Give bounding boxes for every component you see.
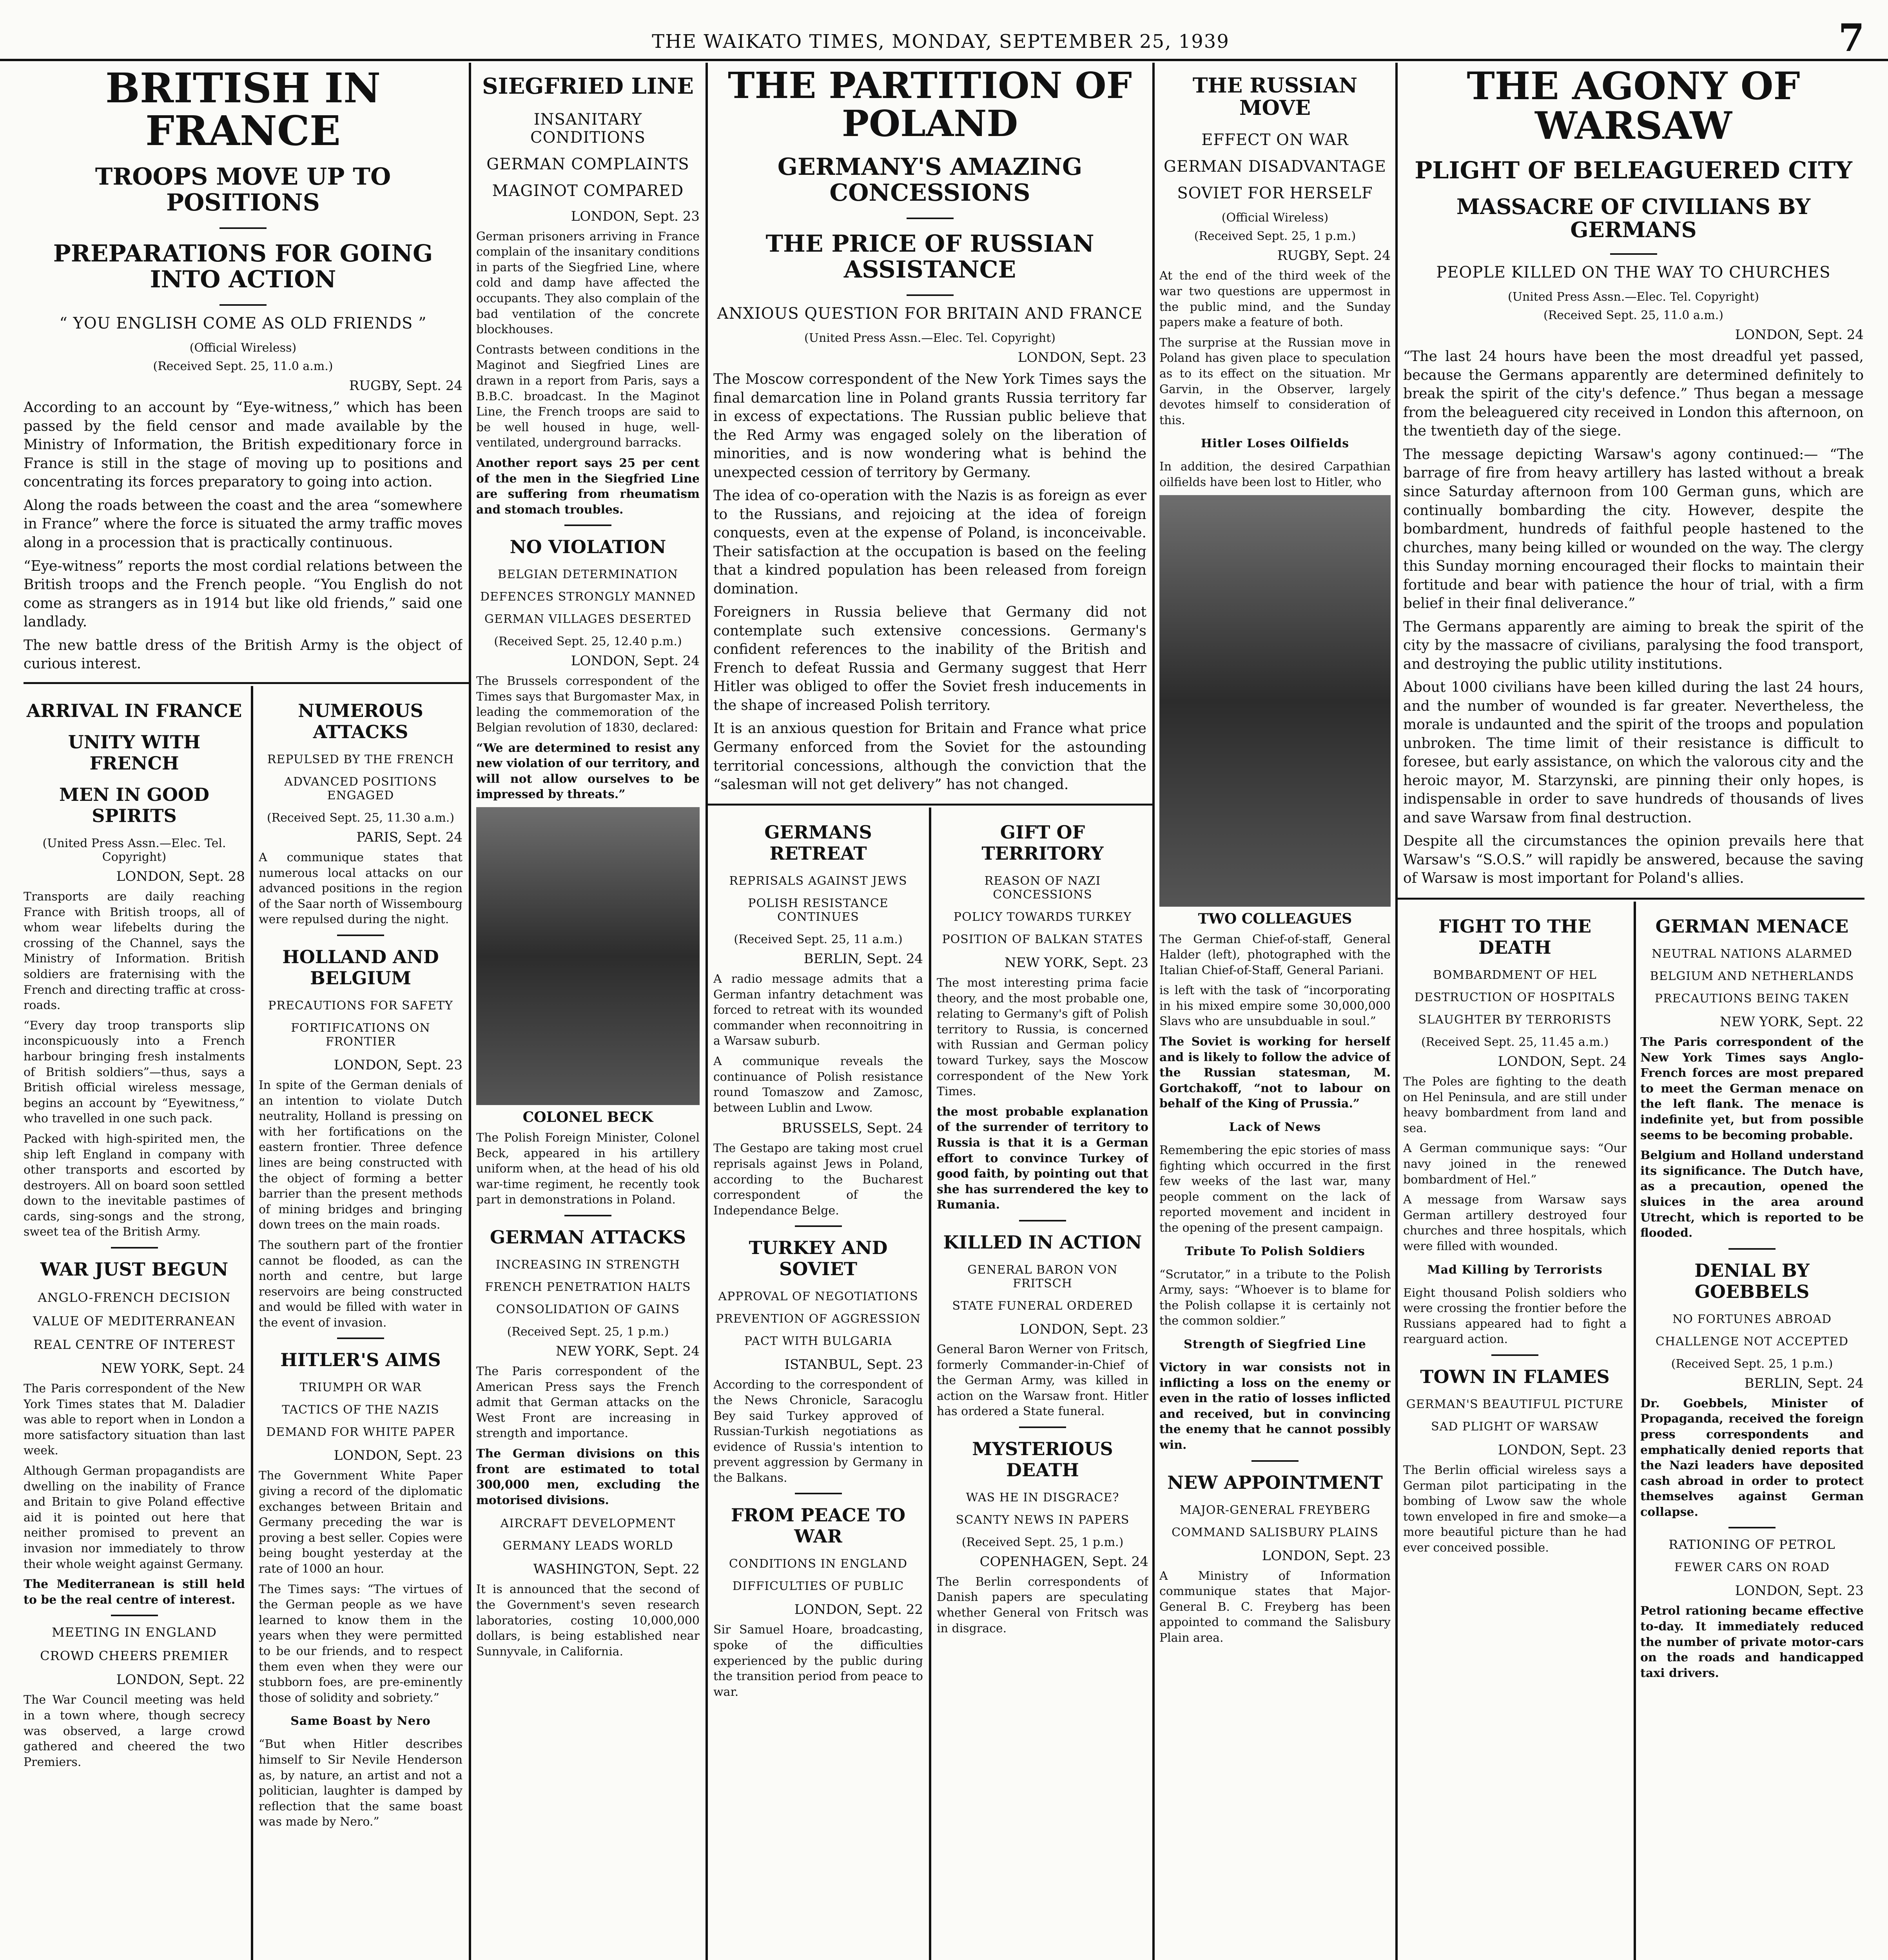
article-paragraph: “The last 24 hours have been the most dreadful yet passed, because the Germans apparently are determined definitely to break the spirit of the city's defence.” Thus began a message from the beleaguered city received in London this afternoon, on the twentieth day of the siege.	[1403, 348, 1864, 439]
deck: MAGINOT COMPARED	[492, 181, 684, 200]
article-paragraph: is left with the task of “incorporating in his mixed empire some 30,000,000 Slavs who are unsubduable in soul.”	[1159, 984, 1391, 1029]
deck: GERMAN VILLAGES DESERTED	[484, 612, 692, 626]
subhead: Lack of News	[1229, 1120, 1321, 1134]
article-paragraph: In addition, the desired Carpathian oilfields have been lost to Hitler, who	[1159, 460, 1391, 489]
headline-arrival-in-france: ARRIVAL IN FRANCE	[26, 700, 242, 721]
dateline: NEW YORK, Sept. 22	[1720, 1014, 1864, 1030]
article-paragraph: Remembering the epic stories of mass fighting which occurred in the first few weeks of the last war, many people comment on the lack of reported movement and incident in the opening of the present campaign.	[1159, 1143, 1391, 1235]
subhead: Tribute To Polish Soldiers	[1185, 1244, 1365, 1258]
dateline: WASHINGTON, Sept. 22	[533, 1561, 700, 1577]
column-rule	[251, 686, 253, 1960]
article-paragraph: The Mediterranean is still held to be the real centre of interest.	[24, 1577, 245, 1607]
article-paragraph: “Eye-witness” reports the most cordial relations between the British troops and the French people. “You English do not come as strangers as in 1914 but like old friends,” said one landlady.	[24, 558, 462, 630]
dateline: LONDON, Sept. 22	[116, 1672, 245, 1688]
article-paragraph: The War Council meeting was held in a town where, though secrecy was observed, a large crowd gathered and cheered the two Premiers.	[24, 1693, 245, 1769]
column-russian-move	[1159, 63, 1391, 1960]
dateline: LONDON, Sept. 24	[1735, 327, 1864, 343]
article-paragraph: Transports are daily reaching France with British troops, all of whom wear lifebelts during the crossing of the Channel, says the Ministry of Information. British soldiers are fraternising with the French and directing traffic at cross-roads.	[24, 890, 245, 1013]
deck: COMMAND SALISBURY PLAINS	[1172, 1525, 1378, 1539]
deck: GERMAN DISADVANTAGE	[1164, 158, 1386, 176]
wire-credit: (United Press Assn.—Elec. Tel. Copyright)	[1508, 290, 1759, 304]
article-paragraph: The Paris correspondent of the New York Times says Anglo-French forces are most prepared to meet the German menace on the left flank. The menace is indefinite yet, but from possible seems to be becoming probable.	[1640, 1035, 1864, 1142]
article-paragraph: General Baron Werner von Fritsch, formerly Commander-in-Chief of the German Army, was killed in action on the Warsaw front. Hitler has ordered a State funeral.	[937, 1342, 1148, 1419]
headline-hitlers-aims: HITLER'S AIMS	[280, 1349, 441, 1371]
deck: FORTIFICATIONS ON FRONTIER	[291, 1021, 430, 1049]
headline-denial-by-goebbels: DENIAL BY GOEBBELS	[1694, 1259, 1810, 1302]
dateline: LONDON, Sept. 23	[1019, 1321, 1148, 1337]
subhead: Hitler Loses Oilfields	[1201, 437, 1349, 451]
headline-siegfried-line: SIEGFRIED LINE	[482, 73, 694, 99]
dateline: LONDON, Sept. 23	[1735, 1583, 1864, 1599]
separator	[564, 1215, 611, 1216]
deck: NO FORTUNES ABROAD	[1672, 1312, 1832, 1326]
deck: EFFECT ON WAR	[1201, 131, 1349, 149]
photo-two-colleagues	[1159, 495, 1391, 907]
article-paragraph: The most interesting prima facie theory, and the most probable one, relating to Germany's gift of Polish territory to Russia, is concerned with Russian and German policy toward Turkey, says the Moscow correspondent of the New York Times.	[937, 976, 1148, 1099]
deck: PRECAUTIONS BEING TAKEN	[1654, 992, 1850, 1005]
article-paragraph: Belgium and Holland understand its significance. The Dutch have, as a precaution, opened the sluices in the area around Utrecht, which is reported to be flooded.	[1640, 1149, 1864, 1240]
headline-russian-move: THE RUSSIAN MOVE	[1192, 74, 1358, 120]
column-rule	[1634, 902, 1636, 1960]
article-paragraph: A radio message admits that a German infantry detachment was forced to retreat with its wounded commander when reconnoitring in a Warsaw suburb.	[713, 972, 923, 1048]
dateline: LONDON, Sept. 23	[571, 208, 700, 224]
deck: CROWD CHEERS PREMIER	[40, 1648, 229, 1664]
deck: FEWER CARS ON ROAD	[1674, 1561, 1830, 1575]
article-paragraph: According to the correspondent of the News Chronicle, Saracoglu Bey said Turkey approved of Russian-Turkish negotiations as evidence of Russia's intention to prevent aggression by Germany in the Balkans.	[713, 1378, 923, 1485]
deck: SLAUGHTER BY TERRORISTS	[1418, 1013, 1612, 1027]
deck: GERMAN'S BEAUTIFUL PICTURE	[1406, 1397, 1624, 1411]
deck: REASON OF NAZI CONCESSIONS	[984, 874, 1101, 902]
dateline: NEW YORK, Sept. 24	[556, 1343, 700, 1359]
deck: PLIGHT OF BELEAGUERED CITY	[1415, 156, 1852, 184]
separator	[337, 1338, 384, 1339]
separator	[1610, 253, 1657, 255]
dateline: PARIS, Sept. 24	[356, 829, 462, 845]
deck: NEUTRAL NATIONS ALARMED	[1652, 947, 1852, 961]
column-agony-of-warsaw	[1403, 63, 1864, 894]
headline-town-in-flames: TOWN IN FLAMES	[1420, 1366, 1610, 1387]
dateline: COPENHAGEN, Sept. 24	[979, 1553, 1148, 1570]
dateline: LONDON, Sept. 23	[334, 1057, 462, 1073]
separator	[907, 218, 954, 219]
deck: ADVANCED POSITIONS ENGAGED	[284, 775, 437, 802]
deck: CHALLENGE NOT ACCEPTED	[1655, 1334, 1849, 1348]
subhead: Strength of Siegfried Line	[1184, 1337, 1366, 1351]
headline-turkey-and-soviet: TURKEY AND SOVIET	[749, 1237, 888, 1280]
deck: PRECAUTIONS FOR SAFETY	[268, 998, 453, 1013]
separator	[564, 524, 611, 526]
received-time: (Received Sept. 25, 11.45 a.m.)	[1421, 1035, 1609, 1049]
headline-new-appointment: NEW APPOINTMENT	[1167, 1472, 1383, 1493]
deck: INSANITARY CONDITIONS	[530, 110, 646, 147]
separator	[111, 1615, 158, 1616]
subhead: Mad Killing by Terrorists	[1427, 1263, 1603, 1277]
column-siegfried-line	[476, 63, 700, 1960]
article-paragraph: Victory in war consists not in inflicting a loss on the enemy or even in the ratio of losses inflicted and received, but in convincing the enemy that he cannot possibly win.	[1159, 1360, 1391, 1452]
headline-holland-and-belgium: HOLLAND AND BELGIUM	[282, 946, 439, 989]
headline-from-peace-to-war: FROM PEACE TO WAR	[731, 1504, 906, 1547]
article-paragraph: Although German propagandists are dwelling on the inability of France and Britain to give Poland effective aid it is pointed out here that neither promised to prevent an invasion nor immediately to throw their whole weight against Germany.	[24, 1464, 245, 1571]
column-rule	[929, 808, 931, 1960]
deck: DIFFICULTIES OF PUBLIC	[732, 1579, 904, 1593]
headline-germans-retreat: GERMANS RETREAT	[764, 822, 872, 864]
column-rule	[469, 63, 471, 1960]
article-paragraph: The Moscow correspondent of the New York Times says the final demarcation line in Poland grants Russia territory far in excess of expectations. The Russian public believe that the Red Army was engaged solely on the liberation of minorities, and is now wondering what is behind the unexpected cession of territory by Germany.	[713, 371, 1146, 481]
deck: GENERAL BARON VON FRITSCH	[967, 1263, 1118, 1290]
received-time: (Received Sept. 25, 1 p.m.)	[1194, 229, 1356, 243]
deck: GERMANY'S AMAZING CONCESSIONS	[777, 153, 1083, 207]
deck: REAL CENTRE OF INTEREST	[33, 1337, 235, 1352]
dateline: NEW YORK, Sept. 24	[101, 1361, 245, 1377]
deck: DESTRUCTION OF HOSPITALS	[1414, 991, 1616, 1004]
dateline: LONDON, Sept. 23	[1498, 1442, 1627, 1458]
headline-meeting-in-england: MEETING IN ENGLAND	[52, 1625, 217, 1640]
article-paragraph: Packed with high-spirited men, the ship left England in company with other transports and escorted by destroyers. All on board soon settled down to the inevitable pastimes of cards, sing-songs and the strong, sweet tea of the British Army.	[24, 1132, 245, 1239]
column-numerous-attacks	[259, 690, 462, 1960]
photo-colonel-beck	[476, 807, 700, 1105]
column-germans-retreat	[713, 811, 923, 1960]
deck: GERMANY LEADS WORLD	[502, 1539, 673, 1553]
article-paragraph: The new battle dress of the British Army is the object of curious interest.	[24, 637, 462, 672]
headline-british-in-france: BRITISH IN FRANCE	[105, 64, 381, 155]
deck: POLISH RESISTANCE CONTINUES	[748, 897, 889, 924]
deck: ANXIOUS QUESTION FOR BRITAIN AND FRANCE	[717, 305, 1143, 323]
headline-rationing-of-petrol: RATIONING OF PETROL	[1669, 1537, 1835, 1552]
masthead-line: THE WAIKATO TIMES, MONDAY, SEPTEMBER 25, 1939	[652, 31, 1230, 53]
article-paragraph: The Soviet is working for herself and is likely to follow the advice of the Russian statesman, M. Gortchakoff, “not to labour on behalf of the King of Prussia.”	[1159, 1035, 1391, 1111]
photo-caption: TWO COLLEAGUES	[1198, 910, 1352, 927]
separator	[337, 935, 384, 936]
article-paragraph: “But when Hitler describes himself to Sir Nevile Henderson as, by nature, an artist and not a politician, laughter is damped by reflection that the same boast was made by Nero.”	[259, 1737, 462, 1829]
article-paragraph: A communique reveals the continuance of Polish resistance round Tomaszow and Zamosc, between Lublin and Lwow.	[713, 1054, 923, 1115]
article-paragraph: The southern part of the frontier cannot be flooded, as can the north and centre, but large reservoirs are being constructed and would be filled with water in the event of invasion.	[259, 1238, 462, 1330]
headline-partition-of-poland: THE PARTITION OF POLAND	[728, 64, 1132, 145]
deck: MAJOR-GENERAL FREYBERG	[1179, 1503, 1371, 1517]
article-paragraph: Petrol rationing became effective to-day. It immediately reduced the number of private motor-cars on the roads and handicapped taxi drivers.	[1640, 1604, 1864, 1680]
headline-gift-of-territory: GIFT OF TERRITORY	[981, 822, 1104, 864]
photo-caption: COLONEL BECK	[522, 1109, 653, 1126]
deck: INCREASING IN STRENGTH	[495, 1258, 680, 1272]
article-paragraph: The Berlin correspondents of Danish papers are speculating whether General von Fritsch was in disgrace.	[937, 1575, 1148, 1635]
headline-aircraft-development: AIRCRAFT DEVELOPMENT	[500, 1517, 676, 1531]
deck: MASSACRE OF CIVILIANS BY GERMANS	[1456, 194, 1811, 242]
dateline: ISTANBUL, Sept. 23	[784, 1357, 923, 1373]
deck: POLICY TOWARDS TURKEY	[953, 910, 1132, 924]
deck: SOVIET FOR HERSELF	[1177, 184, 1373, 203]
headline-numerous-attacks: NUMEROUS ATTACKS	[298, 700, 423, 742]
deck: TRIUMPH OR WAR	[299, 1381, 422, 1395]
article-paragraph: A communique states that numerous local attacks on our advanced positions in the region of the Saar north of Wissembourg were repulsed during the night.	[259, 851, 462, 927]
received-time: (Received Sept. 25, 1 p.m.)	[1671, 1357, 1833, 1371]
article-paragraph: The idea of co-operation with the Nazis is as foreign as ever to the Russians, and rejoicing at the idea of foreign conquests, even at the expense of Poland, is inconceivable. Their satisfaction at the occupation is based on the feeling that a kindred population has been released from foreign domination.	[713, 488, 1146, 597]
deck: DEMAND FOR WHITE PAPER	[266, 1425, 455, 1439]
article-paragraph: It is announced that the second of the Government's seven research laboratories, costing 10,000,000 dollars, is being established near Sunnyvale, in California.	[476, 1583, 700, 1659]
deck: PREVENTION OF AGGRESSION	[715, 1312, 921, 1326]
dateline: NEW YORK, Sept. 23	[1005, 955, 1148, 971]
received-time: (Received Sept. 25, 1 p.m.)	[961, 1535, 1124, 1549]
deck-quote: “ YOU ENGLISH COME AS OLD FRIENDS ”	[59, 314, 427, 333]
deck: FRENCH PENETRATION HALTS	[485, 1280, 691, 1294]
photo-image	[1159, 495, 1391, 907]
dateline: LONDON, Sept. 22	[794, 1602, 923, 1618]
dateline: BERLIN, Sept. 24	[1744, 1375, 1864, 1391]
column-german-menace	[1640, 906, 1864, 1960]
headline-agony-of-warsaw: THE AGONY OF WARSAW	[1467, 64, 1800, 148]
wire-credit: (United Press Assn.—Elec. Tel. Copyright)	[42, 837, 226, 864]
received-time: (Received Sept. 25, 11.0 a.m.)	[153, 359, 333, 374]
dateline: LONDON, Sept. 24	[571, 653, 700, 669]
separator	[907, 294, 954, 296]
deck: GERMAN COMPLAINTS	[486, 155, 689, 173]
headline-no-violation: NO VIOLATION	[510, 536, 666, 558]
received-time: (Received Sept. 25, 12.40 p.m.)	[494, 635, 682, 649]
separator	[219, 304, 267, 306]
deck: VALUE OF MEDITERRANEAN	[33, 1314, 236, 1329]
article-paragraph: German prisoners arriving in France complain of the insanitary conditions in parts of the Siegfried Line, where cold and damp have affected the occupants. They also complain of the bad ventilation of the concrete blockhouses.	[476, 229, 700, 337]
article-paragraph: The Paris correspondent of the American Press says the French admit that German attacks on the West Front are increasing in strength and importance.	[476, 1365, 700, 1441]
article-paragraph: The Germans apparently are aiming to break the spirit of the city by the massacre of civilians, paralysing the food transport, and destroying the public utility institutions.	[1403, 619, 1864, 672]
article-paragraph: Contrasts between conditions in the Maginot and Siegfried Lines are drawn in a report from Paris, says a B.B.C. broadcast. In the Maginot Line, the French troops are said to be well housed in huge, well-ventilated, underground barracks.	[476, 343, 700, 450]
article-paragraph: A German communique says: “Our navy joined in the renewed bombardment of Hel.”	[1403, 1142, 1627, 1187]
column-rule	[706, 63, 708, 1960]
separator	[1019, 1220, 1066, 1221]
article-paragraph: “Every day troop transports slip inconspicuously into a French harbour bringing fresh instalments of British soldiers”—thus, says a British official wireless message, begins an account by “Eyewitness,” who travelled in one such pack.	[24, 1018, 245, 1126]
dateline: LONDON, Sept. 23	[1017, 350, 1146, 366]
article-paragraph: A Ministry of Information communique states that Major-General B. C. Freyberg has been appointed to command the Salisbury Plain area.	[1159, 1569, 1391, 1645]
article-paragraph: At the end of the third week of the war two questions are uppermost in the public mind, and the Sunday papers make a feature of both.	[1159, 269, 1391, 330]
wire-credit: (United Press Assn.—Elec. Tel. Copyright)	[804, 331, 1056, 345]
deck: BOMBARDMENT OF HEL	[1433, 968, 1597, 982]
deck: REPULSED BY THE FRENCH	[267, 753, 454, 766]
article-paragraph: About 1000 civilians have been killed during the last 24 hours, and the number of wounded is far greater. Nevertheless, the morale is undaunted and the spirit of the troops and population unbroken. The time limit of their resistance is difficult to foresee, but early assistance, on which the valorous city and the heroic mayor, M. Starzynski, are pinning their only hopes, is indispensable in order to save hundreds of thousands of lives and save Warsaw from final destruction.	[1403, 679, 1864, 826]
photo-image	[476, 807, 700, 1105]
article-paragraph: Dr. Goebbels, Minister of Propaganda, received the foreign press correspondents and emphatically denied reports that the Nazi leaders have deposited cash abroad in order to protect themselves against German collapse.	[1640, 1396, 1864, 1519]
separator	[111, 1247, 158, 1249]
article-paragraph: It is an anxious question for Britain and France what price Germany enforced from the Soviet for the astounding territorial concessions, although the conviction that the “salesman will not get delivery” has not changed.	[713, 720, 1146, 793]
article-paragraph: The Berlin official wireless says a German pilot participating in the bombing of Lwow saw the whole town enveloped in fire and smoke—a more beautiful picture than he had ever conceived possible.	[1403, 1463, 1627, 1555]
deck: SCANTY NEWS IN PAPERS	[956, 1513, 1130, 1527]
deck: TACTICS OF THE NAZIS	[282, 1403, 439, 1417]
deck: PEOPLE KILLED ON THE WAY TO CHURCHES	[1436, 263, 1831, 282]
dateline: RUGBY, Sept. 24	[349, 378, 462, 394]
section-rule	[24, 682, 469, 684]
dateline: LONDON, Sept. 28	[116, 869, 245, 884]
article-paragraph: A message from Warsaw says German artillery destroyed four churches and three hospitals, which were filled with wounded.	[1403, 1193, 1627, 1253]
section-rule	[1398, 898, 1864, 900]
article-paragraph: The Paris correspondent of the New York Times states that M. Daladier was able to report when in London a more satisfactory situation than last week.	[24, 1382, 245, 1458]
deck: REPRISALS AGAINST JEWS	[729, 874, 907, 888]
column-rule	[1395, 63, 1398, 1960]
deck: WAS HE IN DISGRACE?	[966, 1490, 1119, 1504]
dateline: RUGBY, Sept. 24	[1277, 248, 1391, 264]
received-time: (Received Sept. 25, 11 a.m.)	[734, 933, 903, 946]
separator	[1728, 1527, 1776, 1528]
deck: BELGIUM AND NETHERLANDS	[1650, 969, 1854, 983]
article-paragraph: The message depicting Warsaw's agony continued:— “The barrage of fire from heavy artillery has lasted without a break since Saturday afternoon from 100 German guns, which are continually bombarding the city. However, despite the bombardment, hundreds of faithful people hastened to the churches, many being killed or wounded on the way. The clergy this Sunday morning encouraged their flocks to maintain their fortitude and bear with patience the hour of trial, with a firm belief in their final deliverance.”	[1403, 446, 1864, 612]
separator	[795, 1225, 842, 1227]
article-paragraph: “We are determined to resist any new violation of our territory, and will not allow ourselves to be impressed by threats.”	[476, 741, 700, 802]
deck-men-in-good-spirits: MEN IN GOOD SPIRITS	[59, 784, 209, 826]
dateline: LONDON, Sept. 24	[1498, 1054, 1627, 1069]
masthead	[0, 0, 1888, 61]
headline-killed-in-action: KILLED IN ACTION	[943, 1231, 1142, 1253]
headline-war-just-begun: WAR JUST BEGUN	[40, 1259, 229, 1280]
deck: APPROVAL OF NEGOTIATIONS	[718, 1290, 918, 1304]
article-paragraph: “Scrutator,” in a tribute to the Polish Army, says: “Whoever is to blame for the Polish collapse it is certainly not the common soldier.”	[1159, 1267, 1391, 1328]
deck-preparations: PREPARATIONS FOR GOING INTO ACTION	[53, 240, 433, 294]
headline-german-menace: GERMAN MENACE	[1655, 916, 1849, 937]
deck: CONSOLIDATION OF GAINS	[496, 1303, 680, 1316]
dateline: BERLIN, Sept. 24	[803, 951, 923, 967]
headline-mysterious-death: MYSTERIOUS DEATH	[972, 1438, 1113, 1481]
separator	[219, 227, 267, 229]
section-rule	[708, 804, 1152, 806]
article-paragraph: In spite of the German denials of an intention to violate Dutch neutrality, Holland is pressing on with her fortifications on the eastern frontier. Three defence lines are being constructed with the object of forming a better barrier than the present methods of mining bridges and bringing down trees on the main roads.	[259, 1078, 462, 1232]
received-time: (Received Sept. 25, 11.0 a.m.)	[1543, 309, 1723, 323]
article-paragraph: Eight thousand Polish soldiers who were crossing the frontier before the Russians appeared had to fight a rearguard action.	[1403, 1286, 1627, 1347]
article-paragraph: Foreigners in Russia believe that Germany did not contemplate such extensive concessions. Germany's confident references to the inability of the British and French to defeat Russia and Germany suggest that Herr Hitler was obliged to offer the Soviet fresh inducements in the shape of increased Polish territory.	[713, 604, 1146, 713]
article-paragraph: The Gestapo are taking most cruel reprisals against Jews in Poland, according to the Bucharest correspondent of the Independance Belge.	[713, 1142, 923, 1218]
deck: THE PRICE OF RUSSIAN ASSISTANCE	[765, 230, 1094, 284]
article-paragraph: The surprise at the Russian move in Poland has given place to speculation as to its effect on the situation. Mr Garvin, in the Observer, largely devotes himself to consideration of this.	[1159, 336, 1391, 427]
article-paragraph: Another report says 25 per cent of the men in the Siegfried Line are suffering from rheumatism and stomach troubles.	[476, 456, 700, 517]
article-paragraph: The Poles are fighting to the death on Hel Peninsula, and are still under heavy bombardment from land and sea.	[1403, 1075, 1627, 1135]
received-time: (Received Sept. 25, 1 p.m.)	[507, 1325, 669, 1339]
article-paragraph: The Polish Foreign Minister, Colonel Beck, appeared in his artillery uniform when, at the head of his old war-time regiment, he recently took part in demonstrations in Poland.	[476, 1131, 700, 1207]
article-paragraph: the most probable explanation of the surrender of territory to Russia is that it is a German effort to convince Turkey of good faith, by pointing out that she has surrendered the key to Rumania.	[937, 1105, 1148, 1212]
article-paragraph: The Government White Paper giving a record of the diplomatic exchanges between Britain and Germany preceding the war is proving a best seller. Copies were being bought yesterday at the rate of 1000 an hour.	[259, 1469, 462, 1576]
column-partition-of-poland	[713, 63, 1146, 800]
received-time: (Received Sept. 25, 11.30 a.m.)	[267, 811, 455, 825]
column-fight-to-the-death	[1403, 906, 1627, 1960]
deck: PACT WITH BULGARIA	[744, 1334, 892, 1348]
deck: DEFENCES STRONGLY MANNED	[480, 590, 696, 604]
article-paragraph: Along the roads between the coast and the area “somewhere in France” where the force is situated the army traffic moves along in a procession that is practically continuous.	[24, 497, 462, 551]
separator	[1728, 1248, 1776, 1250]
deck: SAD PLIGHT OF WARSAW	[1431, 1419, 1599, 1434]
column-arrival-in-france	[24, 690, 245, 1960]
subhead: Same Boast by Nero	[290, 1714, 431, 1728]
headline-german-attacks: GERMAN ATTACKS	[490, 1227, 686, 1248]
separator	[795, 1493, 842, 1494]
deck-troops-move: TROOPS MOVE UP TO POSITIONS	[95, 163, 391, 217]
wire-credit: (Official Wireless)	[189, 341, 297, 355]
dateline: LONDON, Sept. 23	[1262, 1548, 1391, 1564]
deck: POSITION OF BALKAN STATES	[942, 933, 1143, 946]
dateline: LONDON, Sept. 23	[334, 1448, 462, 1464]
separator	[1491, 1354, 1538, 1356]
article-paragraph: Sir Samuel Hoare, broadcasting, spoke of the difficulties experienced by the public during the transition period from peace to war.	[713, 1623, 923, 1699]
article-paragraph: The Times says: “The virtues of the German people as we have learned to know them in the years when they were permitted to be our friends, and to respect them even when they were our stubborn foes, are pre-eminently those of solidity and sobriety.”	[259, 1582, 462, 1705]
article-paragraph: The Brussels correspondent of the Times says that Burgomaster Max, in leading the commemoration of the Belgian revolution of 1830, declared:	[476, 674, 700, 735]
deck: STATE FUNERAL ORDERED	[952, 1299, 1133, 1313]
deck: ANGLO-FRENCH DECISION	[38, 1290, 231, 1305]
separator	[1019, 1426, 1066, 1428]
column-rule	[1152, 63, 1155, 1960]
headline-fight-to-the-death: FIGHT TO THE DEATH	[1438, 916, 1592, 958]
deck: BELGIAN DETERMINATION	[497, 568, 678, 582]
article-paragraph: Despite all the circumstances the opinion prevails here that Warsaw's “S.O.S.” will rapidly be answered, because the saving of Warsaw is most important for Poland's allies.	[1403, 833, 1864, 887]
deck-unity-with-french: UNITY WITH FRENCH	[68, 731, 201, 774]
article-paragraph: According to an account by “Eye-witness,” which has been passed by the field censor and made available by the Ministry of Information, the British expeditionary force in France is still in the stage of moving up to positions and concentrating its forces preparatory to going into action.	[24, 399, 462, 490]
wire-credit: (Official Wireless)	[1221, 211, 1329, 225]
article-paragraph: The German divisions on this front are estimated to total 300,000 men, excluding the motorised divisions.	[476, 1446, 700, 1507]
separator	[1251, 1460, 1299, 1462]
page-number: 7	[1838, 16, 1864, 60]
column-gift-of-territory	[937, 811, 1148, 1960]
dateline: BRUSSELS, Sept. 24	[782, 1120, 923, 1136]
article-paragraph: The German Chief-of-staff, General Halder (left), photographed with the Italian Chief-of-Staff, General Pariani.	[1159, 932, 1391, 977]
deck: CONDITIONS IN ENGLAND	[729, 1557, 908, 1571]
